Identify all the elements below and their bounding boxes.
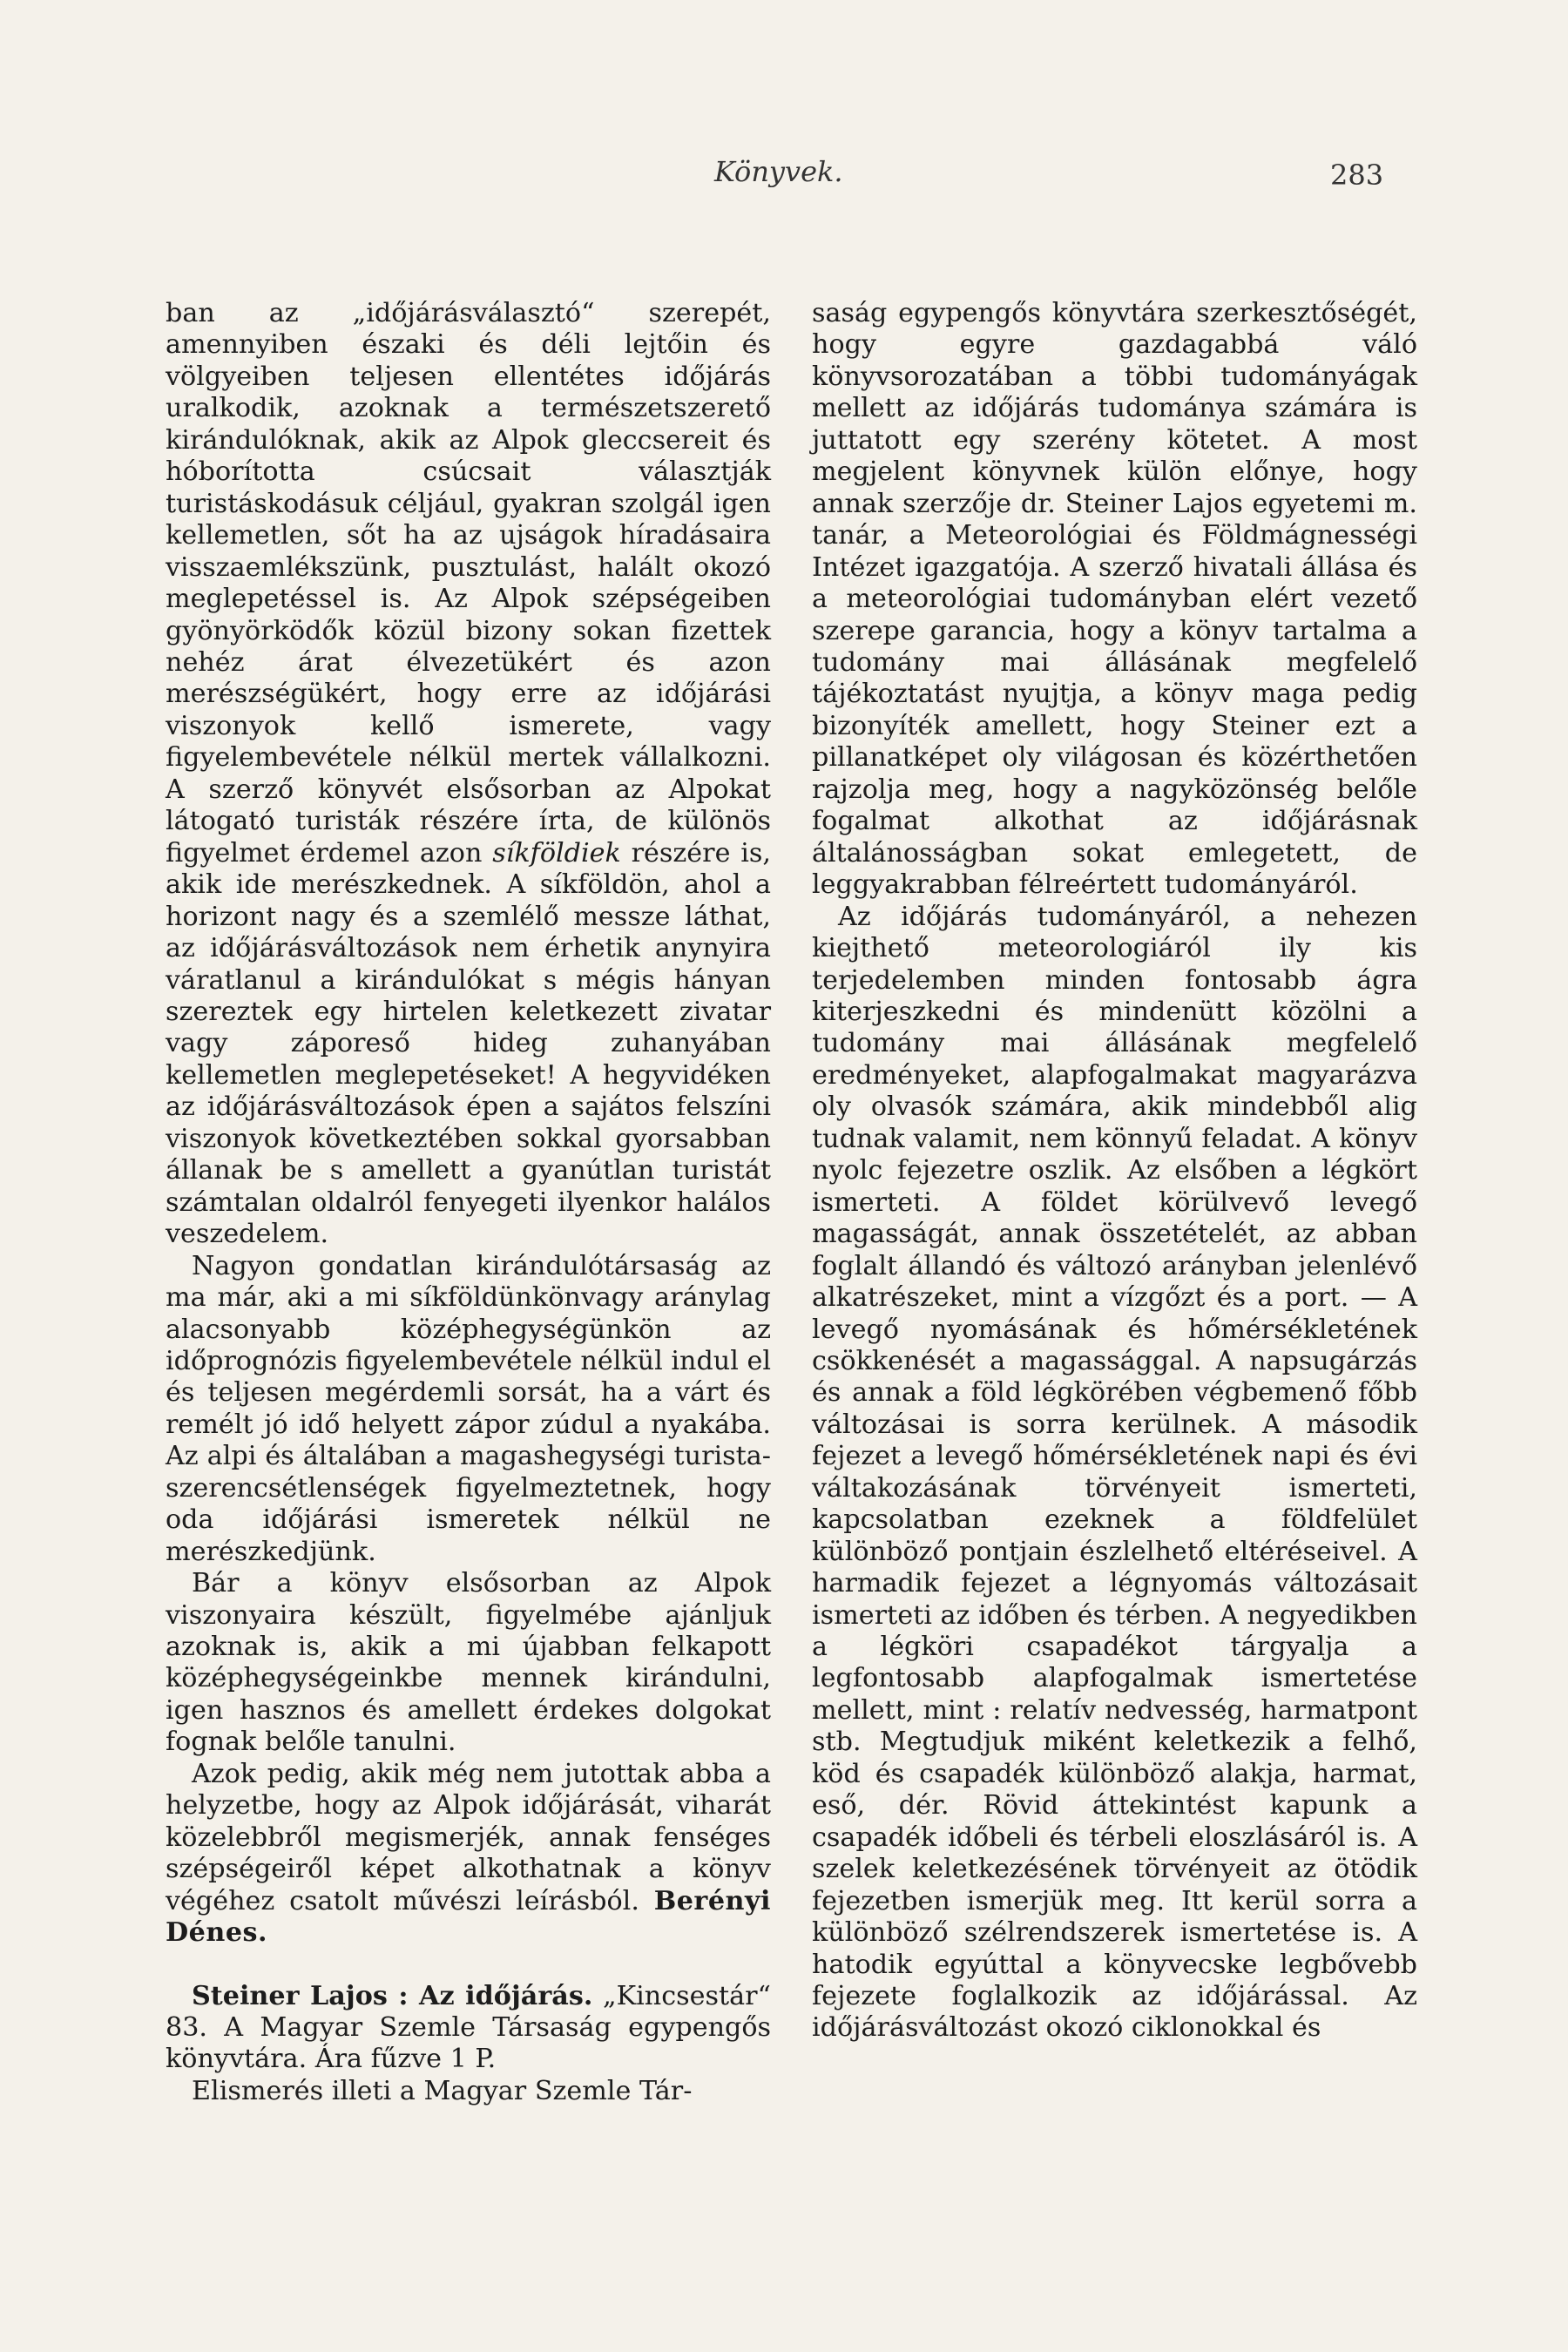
paragraph: Elismerés illeti a Magyar Szemle Tár- — [192, 2075, 693, 2106]
text-span: ban az „időjárásválasztó“ szerepét, amennyiben északi és déli lejtőin és völgyeiben teljesen ellentétes időjárás uralkodik, azoknak a természetszerető kirándulóknak, akik az Alpok gleccsereit és hóborította csúcsait választják turistáskodásuk céljául, gyakran szolgál igen kellemetlen, sőt ha az ujságok híradásaira visszaemlékszünk, pusztulást, halált okozó meglepetéssel is. Az Alpok szépségeiben gyönyörködők közül bizony sokan fizettek nehéz árat élvezetükért és azon merészségükért, hogy erre az időjárási viszonyok kellő ismerete, vagy figyelembevétele nélkül mertek vállalkozni. A szerző könyvét elsősorban az Alpokat látogató turisták részére írta, de különös figyelmet érdemel azon — [166, 298, 771, 868]
left-column — [166, 298, 771, 2107]
paragraph: saság egypengős könyvtára szerkesztőségét, hogy egyre gazdagabbá váló könyvsorozatában a többi tudományágak mellett az időjárás tudománya számára is juttatott egy szerény kötetet. A most megjelent könyvnek külön előnye, hogy annak szerzője dr. Steiner Lajos egyetemi m. tanár, a Meteorológiai és Földmágnességi Intézet igazgatója. A szerző hivatali állása és a meteorológiai tudományban elért vezető szerepe garancia, hogy a könyv tartalma a tudomány mai állásának megfelelő tájékoztatást nyujtja, a könyv maga pedig bizonyíték amellett, hogy Steiner ezt a pillanatképet oly világosan és közérthetően rajzolja meg, hogy a nagyközönség belőle fogalmat alkothat az időjárásnak általánosságban sokat emlegetett, de leggyakrabban félreértett tudományáról. — [812, 298, 1417, 901]
paragraph — [166, 298, 771, 1251]
running-title: Könyvek. — [714, 155, 843, 188]
text-span: Azok pedig, akik még nem jutottak abba a helyzetbe, hogy az Alpok időjárását, viharát közelebbről megismerjék, annak fenséges szépségeiről képet alkothatnak a könyv végéhez csatolt művészi leírásból. — [166, 1758, 771, 1916]
italic-term: síkföldiek — [492, 837, 621, 868]
book-title: Steiner Lajos : Az időjárás. — [192, 1980, 593, 2011]
text-span: részére is, akik ide merészkednek. A síkföldön, ahol a horizont nagy és a szemlélő messze láthat, az időjárásváltozások nem érhetik anynyira váratlanul a kirándulókat s mégis hányan szereztek egy hirtelen keletkezett zivatar vagy záporeső hideg zuhanyában kellemetlen meglepetéseket! A hegyvidéken az időjárásváltozások épen a sajátos felszíni viszonyok következtében sokkal gyorsabban állanak be s amellett a gyanútlan turistát számtalan oldalról fenyegeti ilyenkor halálos veszedelem. — [166, 837, 771, 1250]
author-signature: Berényi Dénes. — [166, 1885, 771, 1949]
paragraph: Bár a könyv elsősorban az Alpok viszonyaira készült, figyelmébe ajánljuk azoknak is, akik a mi újabban felkapott középhegységeinkbe mennek kirándulni, igen hasznos és amellett érdekes dolgokat fognak belőle tanulni. — [166, 1568, 771, 1758]
page-number: 283 — [1330, 159, 1384, 192]
right-column — [812, 298, 1417, 2044]
paragraph — [166, 1759, 771, 1950]
paragraph: Nagyon gondatlan kirándulótársaság az ma már, aki a mi síkföldünkönvagy aránylag alacsonyabb középhegységünkön az időprognózis figyelembevétele nélkül indul el és teljesen megérdemli sorsát, ha a várt és remélt jó idő helyett zápor zúdul a nyakába. Az alpi és általában a magashegységi turista-szerencsétlenségek figyelmeztetnek, hogy oda időjárási ismeretek nélkül ne merészkedjünk. — [166, 1250, 771, 1567]
paragraph: Az időjárás tudományáról, a nehezen kiejthető meteorologiáról ily kis terjedelemben minden fontosabb ágra kiterjeszkedni és mindenütt közölni a tudomány mai állásának megfelelő eredményeket, alapfogalmakat magyarázva oly olvasók számára, akik mindebből alig tudnak valamit, nem könnyű feladat. A könyv nyolc fejezetre oszlik. Az elsőben a légkört ismerteti. A földet körülvevő levegő magasságát, annak összetételét, az abban foglalt állandó és változó arányban jelenlévő alkatrészeket, mint a vízgőzt és a port. — A levegő nyomásának és hőmérsékletének csökkenését a magassággal. A napsugárzás és annak a föld légkörében végbemenő főbb változásai is sorra kerülnek. A második fejezet a levegő hőmérsékletének napi és évi váltakozásának törvényeit ismerteti, kapcsolatban ezeknek a földfelület különböző pontjain észlelhető eltéréseivel. A harmadik fejezet a légnyomás változásait ismerteti az időben és térben. A negyedikben a légköri csapadékot tárgyalja a legfontosabb alapfogalmak ismertetése mellett, mint : relatív nedvesség, harmatpont stb. Megtudjuk miként keletkezik a felhő, köd és csapadék különböző alakja, harmat, eső, dér. Rövid áttekintést kapunk a csapadék időbeli és térbeli eloszlásáról is. A szelek keletkezésének törvényeit az ötödik fejezetben ismerjük meg. Itt kerül sorra a különböző szélrendszerek ismertetése is. A hatodik egyúttal a könyvecske legbővebb fejezete foglalkozik az időjárással. Az időjárásváltozást okozó ciklonokkal és — [812, 901, 1417, 2044]
review-heading — [166, 1981, 771, 2076]
text-span: „Kincsestár“ 83. A Magyar Szemle Társaság egypengős könyvtára. Ára fűzve 1 P. — [166, 1980, 771, 2075]
